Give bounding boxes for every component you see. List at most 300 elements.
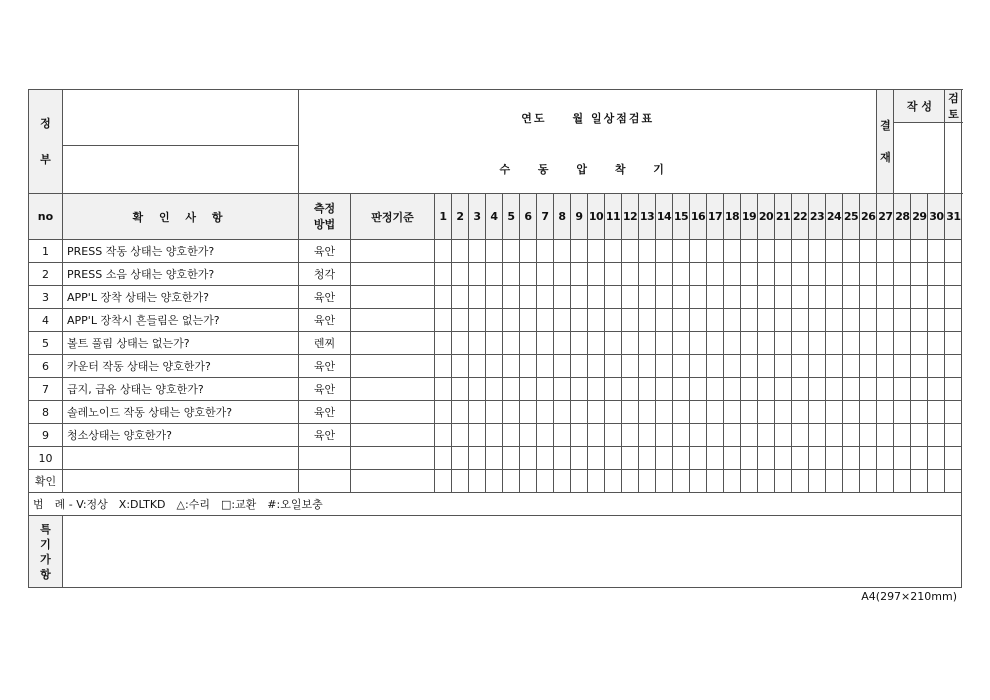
day-check-cell[interactable] xyxy=(690,424,707,447)
day-check-cell[interactable] xyxy=(588,309,605,332)
day-check-cell[interactable] xyxy=(945,424,962,447)
day-check-cell[interactable] xyxy=(945,309,962,332)
day-check-cell[interactable] xyxy=(452,332,469,355)
day-check-cell[interactable] xyxy=(452,447,469,470)
day-check-cell[interactable] xyxy=(826,447,843,470)
day-check-cell[interactable] xyxy=(537,263,554,286)
day-check-cell[interactable] xyxy=(554,470,571,493)
day-check-cell[interactable] xyxy=(554,424,571,447)
day-check-cell[interactable] xyxy=(945,240,962,263)
day-check-cell[interactable] xyxy=(622,378,639,401)
day-check-cell[interactable] xyxy=(605,240,622,263)
row-criteria[interactable] xyxy=(351,378,435,401)
day-check-cell[interactable] xyxy=(775,355,792,378)
day-check-cell[interactable] xyxy=(639,447,656,470)
day-check-cell[interactable] xyxy=(928,447,945,470)
day-check-cell[interactable] xyxy=(486,447,503,470)
day-check-cell[interactable] xyxy=(843,286,860,309)
day-check-cell[interactable] xyxy=(673,401,690,424)
day-check-cell[interactable] xyxy=(622,332,639,355)
day-check-cell[interactable] xyxy=(843,378,860,401)
day-check-cell[interactable] xyxy=(792,240,809,263)
day-check-cell[interactable] xyxy=(894,401,911,424)
day-check-cell[interactable] xyxy=(741,309,758,332)
day-check-cell[interactable] xyxy=(520,470,537,493)
day-check-cell[interactable] xyxy=(792,378,809,401)
day-check-cell[interactable] xyxy=(707,332,724,355)
day-check-cell[interactable] xyxy=(571,424,588,447)
day-check-cell[interactable] xyxy=(877,263,894,286)
day-check-cell[interactable] xyxy=(656,355,673,378)
day-check-cell[interactable] xyxy=(503,355,520,378)
day-check-cell[interactable] xyxy=(877,240,894,263)
day-check-cell[interactable] xyxy=(758,470,775,493)
day-check-cell[interactable] xyxy=(554,286,571,309)
day-check-cell[interactable] xyxy=(826,401,843,424)
day-check-cell[interactable] xyxy=(792,401,809,424)
day-check-cell[interactable] xyxy=(537,355,554,378)
day-check-cell[interactable] xyxy=(707,263,724,286)
day-check-cell[interactable] xyxy=(843,263,860,286)
day-check-cell[interactable] xyxy=(656,447,673,470)
day-check-cell[interactable] xyxy=(452,309,469,332)
day-check-cell[interactable] xyxy=(435,401,452,424)
day-check-cell[interactable] xyxy=(860,401,877,424)
day-check-cell[interactable] xyxy=(894,286,911,309)
day-check-cell[interactable] xyxy=(843,309,860,332)
day-check-cell[interactable] xyxy=(622,355,639,378)
day-check-cell[interactable] xyxy=(656,470,673,493)
day-check-cell[interactable] xyxy=(554,263,571,286)
day-check-cell[interactable] xyxy=(469,286,486,309)
day-check-cell[interactable] xyxy=(503,309,520,332)
day-check-cell[interactable] xyxy=(843,401,860,424)
day-check-cell[interactable] xyxy=(741,378,758,401)
day-check-cell[interactable] xyxy=(605,378,622,401)
day-check-cell[interactable] xyxy=(843,447,860,470)
day-check-cell[interactable] xyxy=(537,240,554,263)
day-check-cell[interactable] xyxy=(520,378,537,401)
row-criteria[interactable] xyxy=(351,332,435,355)
day-check-cell[interactable] xyxy=(809,470,826,493)
day-check-cell[interactable] xyxy=(741,263,758,286)
day-check-cell[interactable] xyxy=(571,447,588,470)
day-check-cell[interactable] xyxy=(486,401,503,424)
day-check-cell[interactable] xyxy=(554,240,571,263)
day-check-cell[interactable] xyxy=(639,263,656,286)
day-check-cell[interactable] xyxy=(945,355,962,378)
day-check-cell[interactable] xyxy=(588,263,605,286)
day-check-cell[interactable] xyxy=(792,424,809,447)
day-check-cell[interactable] xyxy=(945,447,962,470)
day-check-cell[interactable] xyxy=(656,263,673,286)
day-check-cell[interactable] xyxy=(775,263,792,286)
day-check-cell[interactable] xyxy=(792,332,809,355)
day-check-cell[interactable] xyxy=(877,401,894,424)
day-check-cell[interactable] xyxy=(656,401,673,424)
day-check-cell[interactable] xyxy=(792,263,809,286)
day-check-cell[interactable] xyxy=(758,401,775,424)
day-check-cell[interactable] xyxy=(520,401,537,424)
day-check-cell[interactable] xyxy=(605,401,622,424)
day-check-cell[interactable] xyxy=(622,447,639,470)
day-check-cell[interactable] xyxy=(843,355,860,378)
row-criteria[interactable] xyxy=(351,470,435,493)
day-check-cell[interactable] xyxy=(486,355,503,378)
day-check-cell[interactable] xyxy=(503,240,520,263)
day-check-cell[interactable] xyxy=(435,378,452,401)
day-check-cell[interactable] xyxy=(792,470,809,493)
day-check-cell[interactable] xyxy=(690,447,707,470)
day-check-cell[interactable] xyxy=(792,447,809,470)
day-check-cell[interactable] xyxy=(928,355,945,378)
day-check-cell[interactable] xyxy=(758,332,775,355)
day-check-cell[interactable] xyxy=(826,309,843,332)
day-check-cell[interactable] xyxy=(452,470,469,493)
day-check-cell[interactable] xyxy=(537,424,554,447)
day-check-cell[interactable] xyxy=(928,332,945,355)
day-check-cell[interactable] xyxy=(520,332,537,355)
day-check-cell[interactable] xyxy=(520,424,537,447)
day-check-cell[interactable] xyxy=(928,424,945,447)
day-check-cell[interactable] xyxy=(622,470,639,493)
day-check-cell[interactable] xyxy=(877,470,894,493)
day-check-cell[interactable] xyxy=(690,355,707,378)
day-check-cell[interactable] xyxy=(690,240,707,263)
day-check-cell[interactable] xyxy=(809,240,826,263)
day-check-cell[interactable] xyxy=(656,424,673,447)
day-check-cell[interactable] xyxy=(724,332,741,355)
day-check-cell[interactable] xyxy=(894,309,911,332)
day-check-cell[interactable] xyxy=(452,240,469,263)
day-check-cell[interactable] xyxy=(911,401,928,424)
day-check-cell[interactable] xyxy=(690,286,707,309)
day-check-cell[interactable] xyxy=(707,378,724,401)
day-check-cell[interactable] xyxy=(469,470,486,493)
day-check-cell[interactable] xyxy=(622,309,639,332)
day-check-cell[interactable] xyxy=(503,378,520,401)
day-check-cell[interactable] xyxy=(605,447,622,470)
day-check-cell[interactable] xyxy=(894,355,911,378)
day-check-cell[interactable] xyxy=(690,401,707,424)
day-check-cell[interactable] xyxy=(928,286,945,309)
day-check-cell[interactable] xyxy=(911,309,928,332)
day-check-cell[interactable] xyxy=(588,378,605,401)
row-criteria[interactable] xyxy=(351,424,435,447)
day-check-cell[interactable] xyxy=(435,470,452,493)
day-check-cell[interactable] xyxy=(571,263,588,286)
day-check-cell[interactable] xyxy=(741,424,758,447)
day-check-cell[interactable] xyxy=(877,286,894,309)
day-check-cell[interactable] xyxy=(928,309,945,332)
day-check-cell[interactable] xyxy=(758,447,775,470)
row-criteria[interactable] xyxy=(351,309,435,332)
day-check-cell[interactable] xyxy=(860,447,877,470)
day-check-cell[interactable] xyxy=(843,240,860,263)
day-check-cell[interactable] xyxy=(605,263,622,286)
day-check-cell[interactable] xyxy=(571,470,588,493)
day-check-cell[interactable] xyxy=(622,401,639,424)
day-check-cell[interactable] xyxy=(673,447,690,470)
day-check-cell[interactable] xyxy=(537,447,554,470)
day-check-cell[interactable] xyxy=(554,355,571,378)
day-check-cell[interactable] xyxy=(469,424,486,447)
day-check-cell[interactable] xyxy=(860,286,877,309)
day-check-cell[interactable] xyxy=(469,378,486,401)
day-check-cell[interactable] xyxy=(537,378,554,401)
day-check-cell[interactable] xyxy=(588,355,605,378)
day-check-cell[interactable] xyxy=(775,447,792,470)
day-check-cell[interactable] xyxy=(469,332,486,355)
day-check-cell[interactable] xyxy=(928,401,945,424)
day-check-cell[interactable] xyxy=(452,401,469,424)
day-check-cell[interactable] xyxy=(622,263,639,286)
day-check-cell[interactable] xyxy=(707,240,724,263)
day-check-cell[interactable] xyxy=(911,447,928,470)
day-check-cell[interactable] xyxy=(826,424,843,447)
day-check-cell[interactable] xyxy=(707,447,724,470)
row-criteria[interactable] xyxy=(351,240,435,263)
day-check-cell[interactable] xyxy=(860,378,877,401)
day-check-cell[interactable] xyxy=(826,378,843,401)
day-check-cell[interactable] xyxy=(588,332,605,355)
day-check-cell[interactable] xyxy=(537,286,554,309)
day-check-cell[interactable] xyxy=(809,286,826,309)
day-check-cell[interactable] xyxy=(928,240,945,263)
day-check-cell[interactable] xyxy=(639,309,656,332)
day-check-cell[interactable] xyxy=(724,240,741,263)
day-check-cell[interactable] xyxy=(724,286,741,309)
day-check-cell[interactable] xyxy=(707,355,724,378)
day-check-cell[interactable] xyxy=(639,332,656,355)
day-check-cell[interactable] xyxy=(741,470,758,493)
day-check-cell[interactable] xyxy=(894,447,911,470)
day-check-cell[interactable] xyxy=(571,332,588,355)
day-check-cell[interactable] xyxy=(758,240,775,263)
day-check-cell[interactable] xyxy=(639,401,656,424)
day-check-cell[interactable] xyxy=(894,240,911,263)
day-check-cell[interactable] xyxy=(894,424,911,447)
day-check-cell[interactable] xyxy=(826,470,843,493)
day-check-cell[interactable] xyxy=(860,240,877,263)
day-check-cell[interactable] xyxy=(928,470,945,493)
row-criteria[interactable] xyxy=(351,286,435,309)
day-check-cell[interactable] xyxy=(724,447,741,470)
day-check-cell[interactable] xyxy=(639,286,656,309)
day-check-cell[interactable] xyxy=(520,286,537,309)
day-check-cell[interactable] xyxy=(741,355,758,378)
day-check-cell[interactable] xyxy=(435,332,452,355)
day-check-cell[interactable] xyxy=(486,470,503,493)
day-check-cell[interactable] xyxy=(537,332,554,355)
day-check-cell[interactable] xyxy=(503,332,520,355)
day-check-cell[interactable] xyxy=(911,378,928,401)
day-check-cell[interactable] xyxy=(588,286,605,309)
day-check-cell[interactable] xyxy=(894,470,911,493)
day-check-cell[interactable] xyxy=(843,470,860,493)
day-check-cell[interactable] xyxy=(826,355,843,378)
day-check-cell[interactable] xyxy=(520,263,537,286)
day-check-cell[interactable] xyxy=(775,424,792,447)
row-criteria[interactable] xyxy=(351,355,435,378)
day-check-cell[interactable] xyxy=(758,309,775,332)
day-check-cell[interactable] xyxy=(724,309,741,332)
day-check-cell[interactable] xyxy=(452,355,469,378)
day-check-cell[interactable] xyxy=(792,355,809,378)
day-check-cell[interactable] xyxy=(707,286,724,309)
day-check-cell[interactable] xyxy=(554,401,571,424)
day-check-cell[interactable] xyxy=(435,424,452,447)
day-check-cell[interactable] xyxy=(945,332,962,355)
day-check-cell[interactable] xyxy=(469,309,486,332)
day-check-cell[interactable] xyxy=(520,447,537,470)
day-check-cell[interactable] xyxy=(435,240,452,263)
day-check-cell[interactable] xyxy=(605,355,622,378)
day-check-cell[interactable] xyxy=(945,378,962,401)
day-check-cell[interactable] xyxy=(724,355,741,378)
day-check-cell[interactable] xyxy=(673,355,690,378)
day-check-cell[interactable] xyxy=(792,309,809,332)
day-check-cell[interactable] xyxy=(639,355,656,378)
day-check-cell[interactable] xyxy=(826,263,843,286)
row-criteria[interactable] xyxy=(351,263,435,286)
day-check-cell[interactable] xyxy=(877,332,894,355)
day-check-cell[interactable] xyxy=(486,378,503,401)
day-check-cell[interactable] xyxy=(724,424,741,447)
day-check-cell[interactable] xyxy=(554,309,571,332)
day-check-cell[interactable] xyxy=(554,447,571,470)
day-check-cell[interactable] xyxy=(469,447,486,470)
day-check-cell[interactable] xyxy=(843,424,860,447)
day-check-cell[interactable] xyxy=(809,309,826,332)
day-check-cell[interactable] xyxy=(469,401,486,424)
day-check-cell[interactable] xyxy=(707,424,724,447)
day-check-cell[interactable] xyxy=(435,447,452,470)
day-check-cell[interactable] xyxy=(775,401,792,424)
day-check-cell[interactable] xyxy=(911,470,928,493)
day-check-cell[interactable] xyxy=(639,424,656,447)
day-check-cell[interactable] xyxy=(605,424,622,447)
day-check-cell[interactable] xyxy=(877,447,894,470)
day-check-cell[interactable] xyxy=(775,309,792,332)
day-check-cell[interactable] xyxy=(724,263,741,286)
day-check-cell[interactable] xyxy=(605,286,622,309)
day-check-cell[interactable] xyxy=(707,401,724,424)
day-check-cell[interactable] xyxy=(673,424,690,447)
day-check-cell[interactable] xyxy=(452,378,469,401)
day-check-cell[interactable] xyxy=(741,332,758,355)
day-check-cell[interactable] xyxy=(826,286,843,309)
day-check-cell[interactable] xyxy=(503,447,520,470)
day-check-cell[interactable] xyxy=(452,424,469,447)
day-check-cell[interactable] xyxy=(724,401,741,424)
day-check-cell[interactable] xyxy=(656,332,673,355)
day-check-cell[interactable] xyxy=(707,309,724,332)
day-check-cell[interactable] xyxy=(486,332,503,355)
day-check-cell[interactable] xyxy=(673,378,690,401)
day-check-cell[interactable] xyxy=(537,401,554,424)
day-check-cell[interactable] xyxy=(571,355,588,378)
day-check-cell[interactable] xyxy=(775,240,792,263)
day-check-cell[interactable] xyxy=(452,286,469,309)
day-check-cell[interactable] xyxy=(622,286,639,309)
day-check-cell[interactable] xyxy=(486,263,503,286)
day-check-cell[interactable] xyxy=(656,286,673,309)
day-check-cell[interactable] xyxy=(758,355,775,378)
day-check-cell[interactable] xyxy=(809,263,826,286)
day-check-cell[interactable] xyxy=(809,332,826,355)
day-check-cell[interactable] xyxy=(843,332,860,355)
day-check-cell[interactable] xyxy=(809,424,826,447)
day-check-cell[interactable] xyxy=(639,240,656,263)
day-check-cell[interactable] xyxy=(860,424,877,447)
day-check-cell[interactable] xyxy=(656,378,673,401)
day-check-cell[interactable] xyxy=(860,309,877,332)
day-check-cell[interactable] xyxy=(588,470,605,493)
day-check-cell[interactable] xyxy=(809,401,826,424)
day-check-cell[interactable] xyxy=(809,447,826,470)
day-check-cell[interactable] xyxy=(503,286,520,309)
day-check-cell[interactable] xyxy=(452,263,469,286)
day-check-cell[interactable] xyxy=(673,240,690,263)
day-check-cell[interactable] xyxy=(758,378,775,401)
day-check-cell[interactable] xyxy=(673,263,690,286)
day-check-cell[interactable] xyxy=(911,286,928,309)
day-check-cell[interactable] xyxy=(911,332,928,355)
day-check-cell[interactable] xyxy=(758,263,775,286)
day-check-cell[interactable] xyxy=(486,286,503,309)
day-check-cell[interactable] xyxy=(486,309,503,332)
day-check-cell[interactable] xyxy=(435,355,452,378)
day-check-cell[interactable] xyxy=(775,286,792,309)
day-check-cell[interactable] xyxy=(928,378,945,401)
day-check-cell[interactable] xyxy=(588,424,605,447)
day-check-cell[interactable] xyxy=(690,470,707,493)
day-check-cell[interactable] xyxy=(588,447,605,470)
day-check-cell[interactable] xyxy=(503,424,520,447)
day-check-cell[interactable] xyxy=(435,309,452,332)
day-check-cell[interactable] xyxy=(809,355,826,378)
day-check-cell[interactable] xyxy=(877,355,894,378)
day-check-cell[interactable] xyxy=(520,309,537,332)
day-check-cell[interactable] xyxy=(469,240,486,263)
day-check-cell[interactable] xyxy=(588,401,605,424)
day-check-cell[interactable] xyxy=(809,378,826,401)
day-check-cell[interactable] xyxy=(571,286,588,309)
day-check-cell[interactable] xyxy=(435,286,452,309)
day-check-cell[interactable] xyxy=(945,470,962,493)
day-check-cell[interactable] xyxy=(775,470,792,493)
day-check-cell[interactable] xyxy=(554,332,571,355)
day-check-cell[interactable] xyxy=(928,263,945,286)
day-check-cell[interactable] xyxy=(673,309,690,332)
day-check-cell[interactable] xyxy=(639,470,656,493)
day-check-cell[interactable] xyxy=(758,286,775,309)
day-check-cell[interactable] xyxy=(605,470,622,493)
day-check-cell[interactable] xyxy=(775,378,792,401)
day-check-cell[interactable] xyxy=(571,240,588,263)
day-check-cell[interactable] xyxy=(520,240,537,263)
day-check-cell[interactable] xyxy=(639,378,656,401)
day-check-cell[interactable] xyxy=(911,355,928,378)
day-check-cell[interactable] xyxy=(741,286,758,309)
day-check-cell[interactable] xyxy=(537,309,554,332)
day-check-cell[interactable] xyxy=(945,286,962,309)
day-check-cell[interactable] xyxy=(435,263,452,286)
day-check-cell[interactable] xyxy=(826,240,843,263)
day-check-cell[interactable] xyxy=(656,240,673,263)
day-check-cell[interactable] xyxy=(860,332,877,355)
